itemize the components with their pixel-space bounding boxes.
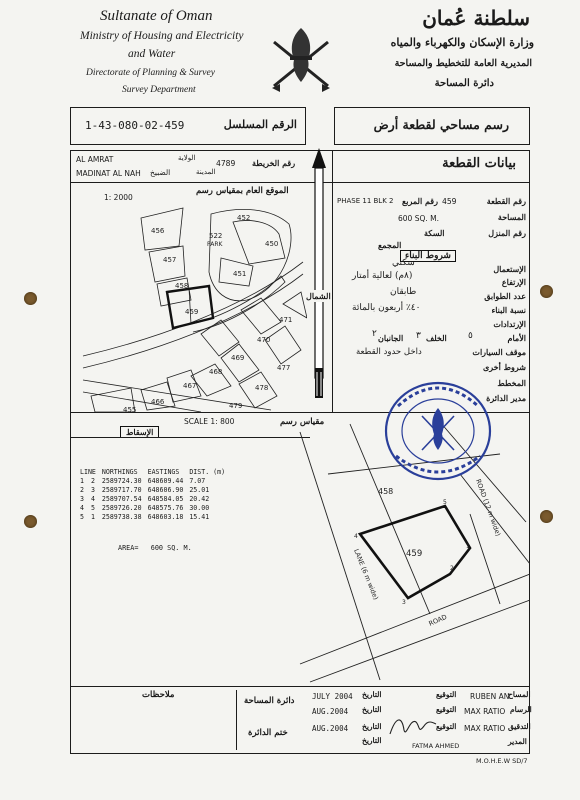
floors-label: عدد الطوابق bbox=[484, 291, 526, 301]
site-plot-label: PARK bbox=[207, 241, 223, 248]
footer-date: AUG.2004 bbox=[312, 707, 349, 716]
header-ar-line3: المديرية العامة للتخطيط والمساحة bbox=[394, 58, 532, 69]
detail-plot-label: 459 bbox=[406, 549, 423, 559]
col-header: DIST. (m) bbox=[189, 468, 226, 476]
site-plot-label: 478 bbox=[255, 384, 269, 392]
site-plot-label: 452 bbox=[237, 214, 251, 222]
punch-hole bbox=[24, 292, 37, 305]
block-label: السكة bbox=[424, 228, 445, 238]
north-arrow-icon bbox=[304, 146, 334, 402]
site-plot-label: 479 bbox=[229, 402, 243, 410]
header-en-line5: Survey Department bbox=[122, 85, 196, 95]
area-label: المساحة bbox=[497, 212, 526, 222]
site-plot-label: 458 bbox=[175, 282, 189, 290]
footer-role: الرسام bbox=[510, 705, 532, 714]
area-value: 600 SQ. M. bbox=[398, 214, 439, 223]
setbacks-label: الإرتدادات bbox=[493, 319, 526, 329]
header-en-line3: and Water bbox=[128, 48, 176, 60]
city-label: المدينة bbox=[196, 168, 216, 176]
map-no-value: 4789 bbox=[216, 159, 236, 168]
footer-signature: MAX RATIO bbox=[464, 724, 506, 733]
footer-signature: RUBEN AN bbox=[470, 692, 510, 701]
height-label: الإرتفاع bbox=[501, 277, 526, 287]
vertex-label: 1 bbox=[466, 543, 470, 550]
header-en-line1: Sultanate of Oman bbox=[100, 8, 213, 24]
serial-label: الرقم المسلسل bbox=[223, 118, 297, 131]
use-value: سكني bbox=[392, 258, 415, 268]
square-value: PHASE 11 BLK 2 bbox=[337, 197, 394, 205]
header-en-line4: Directorate of Planning & Survey bbox=[86, 68, 215, 78]
road-bottom-label: ROAD bbox=[427, 612, 449, 628]
header-ar-line4: دائرة المساحة bbox=[434, 78, 494, 89]
footer-role2: التوقيع bbox=[436, 690, 457, 699]
official-stamp-icon bbox=[378, 376, 498, 486]
other-label: شروط أخرى bbox=[482, 362, 526, 372]
site-plot-label: 470 bbox=[257, 336, 271, 344]
map-no-label: رقم الخريطة bbox=[252, 158, 296, 168]
header-en-line2: Ministry of Housing and Electricity bbox=[80, 30, 244, 42]
general-site-title: الموقع العام بمقياس رسم bbox=[196, 186, 289, 196]
rear-value: ٣ bbox=[416, 331, 421, 341]
site-plot-label: 468 bbox=[209, 368, 223, 376]
footer-date-label: التاريخ bbox=[362, 722, 382, 731]
height-value: (٨م) لعالية أمتار bbox=[352, 271, 413, 281]
site-plot-label: 459 bbox=[185, 308, 199, 316]
coordinates-table bbox=[80, 468, 231, 522]
oman-emblem-icon bbox=[268, 20, 334, 100]
site-plot-label: 467 bbox=[183, 382, 197, 390]
footer-date: AUG.2004 bbox=[312, 724, 349, 733]
signature-icon bbox=[388, 712, 438, 740]
site-plot-label: 456 bbox=[151, 227, 165, 235]
col-header: NORTHINGS bbox=[101, 468, 138, 476]
site-scale: 1: 2000 bbox=[104, 193, 133, 202]
table-row: 5 1 2589738.38 648603.18 15.41 bbox=[80, 513, 210, 521]
scale-ar: مقياس رسم bbox=[280, 417, 325, 427]
footer-date-label: التاريخ bbox=[362, 690, 382, 699]
table-row: 4 5 2589726.20 648575.76 30.00 bbox=[80, 504, 210, 512]
vertex-label: 4 bbox=[354, 533, 358, 540]
plot-no-label: رقم القطعة bbox=[486, 196, 526, 206]
sides-value: ٢ bbox=[372, 329, 377, 339]
punch-hole bbox=[540, 285, 553, 298]
plot-info-title: بيانات القطعة bbox=[442, 156, 516, 171]
site-plot-label: 522 bbox=[209, 232, 223, 240]
vertex-label: 3 bbox=[402, 599, 406, 606]
punch-hole bbox=[24, 515, 37, 528]
site-plot-label: 471 bbox=[279, 316, 293, 324]
scale-text: SCALE 1: 800 bbox=[184, 417, 235, 426]
use-label: الإستعمال bbox=[493, 264, 526, 274]
serial-value: 1-43-080-02-459 bbox=[85, 119, 185, 132]
site-plot-label: 457 bbox=[163, 256, 177, 264]
vertex-label: 5 bbox=[443, 499, 447, 506]
punch-hole bbox=[540, 510, 553, 523]
footer-date-label: التاريخ bbox=[362, 705, 382, 714]
site-plot-label: 455 bbox=[123, 406, 137, 412]
lane-label: LANE (6 m wide) bbox=[352, 547, 380, 601]
serial-box bbox=[70, 107, 306, 145]
footer-role: المدير bbox=[508, 737, 527, 746]
parking-label: موقف السيارات bbox=[472, 347, 526, 357]
front-value: ٥ bbox=[468, 331, 473, 341]
north-label: الشمال bbox=[306, 291, 331, 301]
notes-label: ملاحظات bbox=[142, 690, 175, 700]
table-row: 2 3 2589717.70 648606.90 25.01 bbox=[80, 486, 210, 494]
floors-value: طابقان bbox=[390, 287, 417, 297]
building-title: شروط البناء bbox=[400, 250, 456, 262]
footer-signature: MAX RATIO bbox=[464, 707, 506, 716]
ratio-label: نسبة البناء bbox=[491, 305, 526, 315]
planner-label: المخطط bbox=[497, 378, 526, 388]
detail-adjacent-label: 458 bbox=[378, 487, 394, 496]
header-ar-line1: سلطنة عُمان bbox=[422, 6, 530, 30]
house-no-label: رقم المنزل bbox=[488, 228, 526, 238]
area-total: AREA= 600 SQ. M. bbox=[118, 544, 192, 552]
table-header-row bbox=[80, 468, 231, 477]
director-label: مدير الدائرة bbox=[486, 393, 526, 403]
city-ar-value: الضبيخ bbox=[150, 168, 171, 177]
city-value: MADINAT AL NAH bbox=[76, 169, 141, 178]
wilayat-value: AL AMRAT bbox=[76, 155, 114, 164]
projection-label: الإسقاط bbox=[120, 426, 159, 438]
complex-label: المجمع bbox=[378, 240, 402, 250]
site-plot-label: 450 bbox=[265, 240, 279, 248]
footer-role2: التوقيع bbox=[436, 722, 457, 731]
footer-role: المساح bbox=[508, 690, 531, 699]
col-header: LINE bbox=[80, 468, 96, 476]
square-label: رقم المربع bbox=[402, 196, 438, 206]
site-plot-label: 477 bbox=[277, 364, 291, 372]
rear-label: الخلف bbox=[426, 333, 447, 343]
parking-value: داخل حدود القطعة bbox=[356, 347, 422, 357]
road-right-label: ROAD (12 m wide) bbox=[474, 477, 503, 538]
footer-role2: التوقيع bbox=[436, 705, 457, 714]
doc-title: رسم مساحي لقطعة أرض bbox=[373, 117, 509, 132]
front-label: الأمام bbox=[507, 333, 526, 343]
header-ar-line2: وزارة الإسكان والكهرباء والمياه bbox=[390, 36, 534, 49]
plot-no-value: 459 bbox=[442, 197, 457, 206]
vertex-label: 2 bbox=[450, 565, 454, 572]
stamp-label: ختم الدائرة bbox=[248, 728, 288, 738]
sides-label: الجانبان bbox=[378, 333, 404, 343]
ratio-value: ٤٠٪ أربعون بالمائة bbox=[352, 303, 421, 313]
footer-date: JULY 2004 bbox=[312, 692, 353, 701]
wilayat-label: الولاية bbox=[178, 154, 196, 162]
site-location-map bbox=[71, 200, 307, 412]
footer-role: التدقيق bbox=[508, 722, 531, 731]
form-code: M.O.H.E.W SD/7 bbox=[476, 757, 528, 765]
col-header: EASTINGS bbox=[147, 468, 180, 476]
site-plot-label: 451 bbox=[233, 270, 247, 278]
table-row: 3 4 2589707.54 648584.05 20.42 bbox=[80, 495, 210, 503]
site-plot-label: 469 bbox=[231, 354, 245, 362]
site-plot-label: 466 bbox=[151, 398, 165, 406]
signer-name: FATMA AHMED bbox=[412, 742, 460, 750]
title-box bbox=[334, 107, 530, 145]
table-row: 1 2 2589724.30 648609.44 7.07 bbox=[80, 477, 206, 485]
dept-label: دائرة المساحة bbox=[244, 696, 295, 706]
footer-date-label: التاريخ bbox=[362, 736, 382, 745]
